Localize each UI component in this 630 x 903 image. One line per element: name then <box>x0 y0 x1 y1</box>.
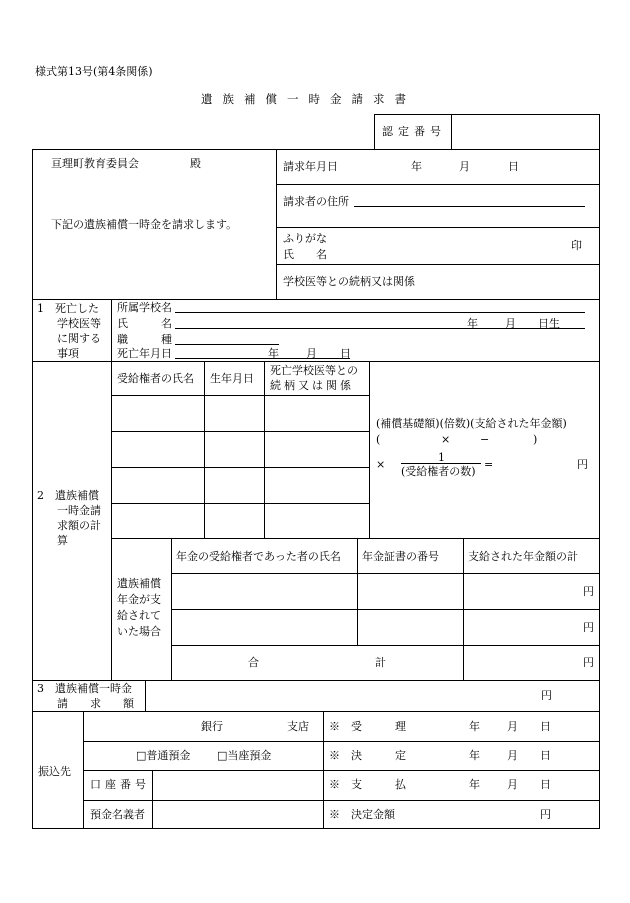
cert-number-label: 認定番号 <box>382 125 446 138</box>
receipt-day: 日 <box>540 720 551 733</box>
col-relation-line2: 続柄又は関係 <box>270 379 354 392</box>
deceased-birth-year: 年 <box>467 317 478 330</box>
section2-label-line3: 求額の計 <box>57 519 101 532</box>
request-date-label: 請求年月日 <box>283 160 338 173</box>
section2-label-line4: 算 <box>57 534 68 547</box>
request-date-day: 日 <box>508 160 519 173</box>
request-statement: 下記の遺族補償一時金を請求します。 <box>51 218 238 231</box>
death-date-month: 月 <box>306 347 317 360</box>
formula-times-inner: × <box>441 433 451 446</box>
receipt-year: 年 <box>469 720 480 733</box>
pension-label-line4: いた場合 <box>117 625 161 638</box>
deceased-school-label: 所属学校名 <box>117 301 172 314</box>
death-date-label: 死亡年月日 <box>117 347 172 360</box>
decision-day: 日 <box>540 749 551 762</box>
decided-amount-yen: 円 <box>540 808 551 821</box>
pension-row1-yen: 円 <box>583 585 594 598</box>
death-date-field[interactable] <box>175 358 350 359</box>
claimant-address-field[interactable] <box>354 206 585 207</box>
section2-label-line2: 一時金請 <box>57 504 101 517</box>
branch-name-label: 支店 <box>287 720 309 733</box>
relation-label: 学校医等との続柄又は関係 <box>283 275 415 288</box>
pension-row2-yen: 円 <box>583 621 594 634</box>
col-pension-recipient-name: 年金の受給権者であった者の氏名 <box>176 550 341 563</box>
death-date-year: 年 <box>268 347 279 360</box>
claimant-address-label: 請求者の住所 <box>283 195 349 208</box>
section3-label-line2: 請 求 額 <box>57 697 134 710</box>
formula-numerator: 1 <box>438 451 445 464</box>
formula-yen: 円 <box>577 458 588 471</box>
payment-day: 日 <box>540 778 551 791</box>
occupation-field[interactable] <box>175 344 279 345</box>
deceased-birth-month: 月 <box>505 317 516 330</box>
decision-month: 月 <box>507 749 518 762</box>
decision-year: 年 <box>469 749 480 762</box>
page-title: 遺族補償一時金請求書 <box>201 92 416 106</box>
request-date-month: 月 <box>459 160 470 173</box>
death-date-day: 日 <box>340 347 351 360</box>
seal-mark: 印 <box>571 239 582 252</box>
furigana-label: ふりがな <box>283 232 327 245</box>
pension-label-line3: 給されて <box>117 609 161 622</box>
total-label-go: 合 <box>248 656 259 669</box>
form-number: 様式第13号(第4条関係) <box>35 65 153 78</box>
col-pension-cert-no: 年金証書の番号 <box>362 550 439 563</box>
ordinary-deposit-checkbox[interactable]: □普通預金 <box>136 749 191 762</box>
addressee: 亘理町教育委員会 <box>51 157 139 170</box>
pension-label-line2: 年金が支 <box>117 593 161 606</box>
section3-yen: 円 <box>541 689 552 702</box>
col-relation-line1: 死亡学校医等との <box>270 364 358 377</box>
claimant-name-label: 氏 名 <box>283 248 327 261</box>
section1-label-line1: 1 死亡した <box>37 302 99 315</box>
total-label-kei: 計 <box>375 656 386 669</box>
formula-close-paren: ) <box>533 433 538 446</box>
account-holder-label: 預金名義者 <box>90 808 145 821</box>
formula-equals: = <box>484 458 494 471</box>
decided-amount-label: ※ 決定金額 <box>329 808 395 821</box>
section1-label-line3: に関する <box>57 332 101 345</box>
section3-label-line1: 3 遺族補償一時金 <box>37 682 132 695</box>
receipt-month: 月 <box>507 720 518 733</box>
total-yen: 円 <box>583 656 594 669</box>
account-number-label: 口座番号 <box>90 778 150 791</box>
deceased-name-field[interactable] <box>175 328 585 329</box>
payment-month: 月 <box>507 778 518 791</box>
bank-name-label: 銀行 <box>201 720 223 733</box>
section2-label-line1: 2 遺族補償 <box>37 489 99 502</box>
payment-year: 年 <box>469 778 480 791</box>
addressee-dono: 殿 <box>190 157 201 170</box>
request-date-year: 年 <box>411 160 422 173</box>
formula-line1: (補償基礎額)(倍数)(支給された年金額) <box>376 417 567 430</box>
col-paid-amount: 支給された年金額の計 <box>468 550 578 563</box>
col-birth-date: 生年月日 <box>210 372 254 385</box>
payment-label: ※ 支 払 <box>329 778 406 791</box>
pension-label-line1: 遺族補償 <box>117 577 161 590</box>
section1-label-line4: 事項 <box>57 347 79 360</box>
formula-fraction-bar <box>401 463 481 464</box>
formula-times-outer: × <box>376 458 386 471</box>
section1-label-line2: 学校医等 <box>57 317 101 330</box>
deceased-name-label: 氏 名 <box>117 317 172 330</box>
deceased-birth-day: 日生 <box>538 317 560 330</box>
decision-label: ※ 決 定 <box>329 749 406 762</box>
formula-denominator: (受給権者の数) <box>401 465 476 478</box>
formula-minus: − <box>480 433 490 446</box>
occupation-label: 職 種 <box>117 333 172 346</box>
current-deposit-checkbox[interactable]: □当座預金 <box>217 749 272 762</box>
receipt-label: ※ 受 理 <box>329 720 406 733</box>
formula-open-paren: ( <box>376 433 381 446</box>
deceased-school-field[interactable] <box>175 312 585 313</box>
transfer-destination-label: 振込先 <box>38 765 71 778</box>
col-recipient-name: 受給権者の氏名 <box>117 372 194 385</box>
